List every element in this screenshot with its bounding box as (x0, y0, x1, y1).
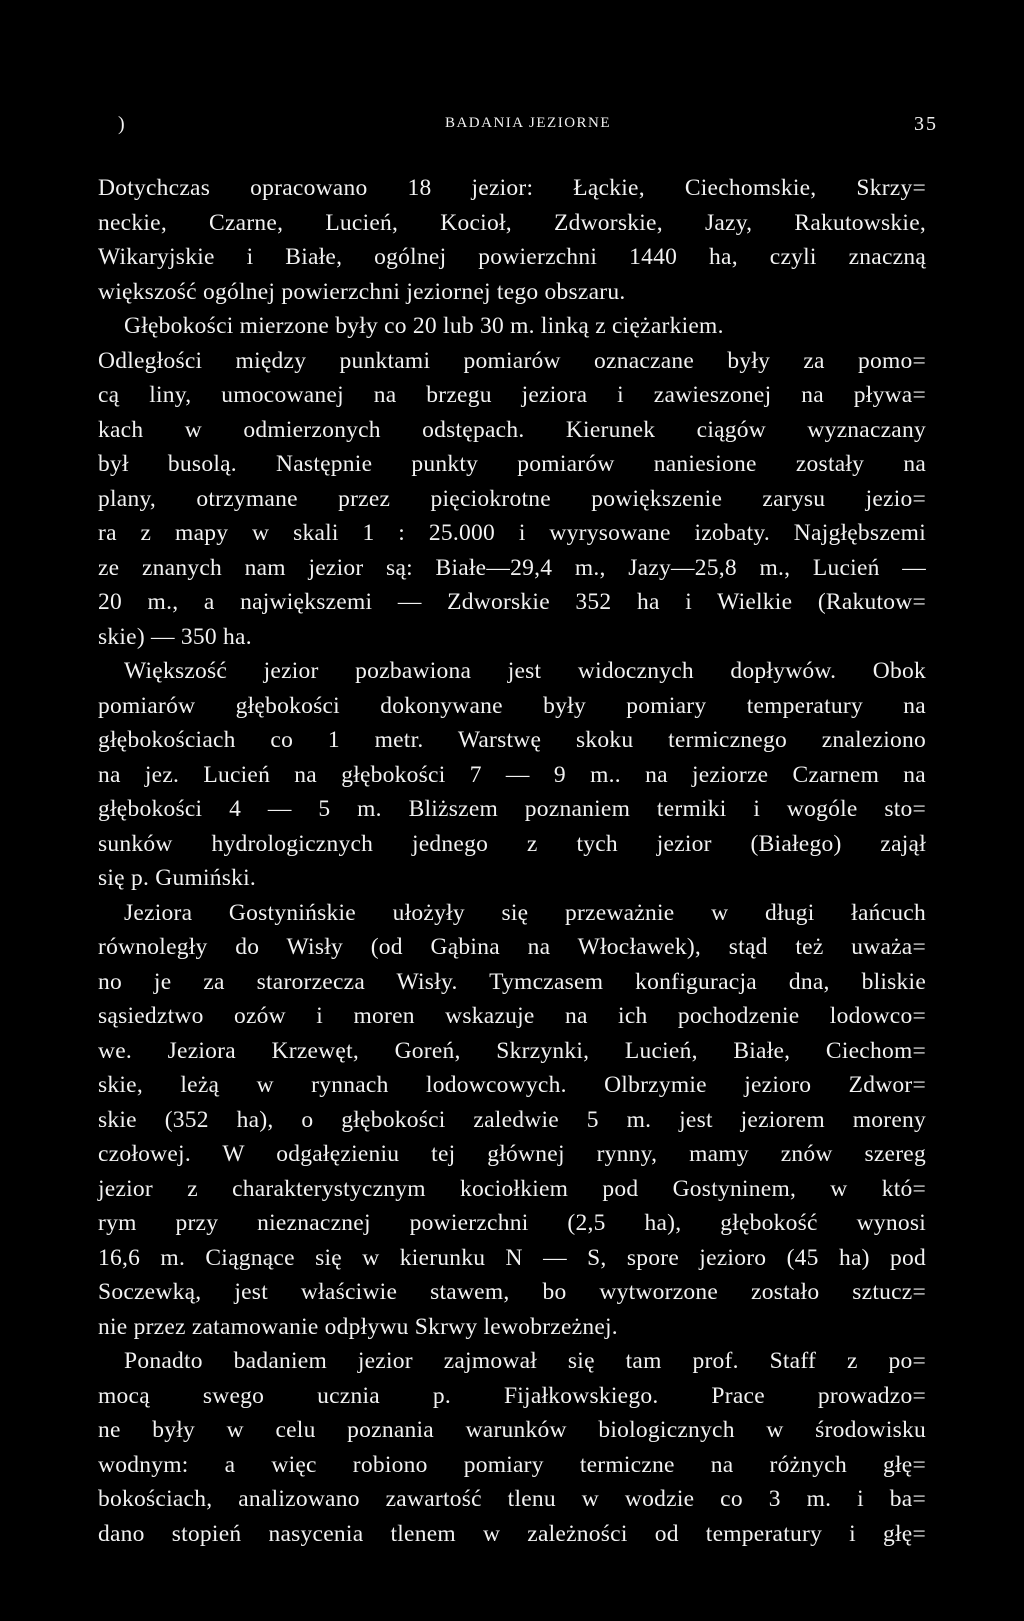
text-line: był busolą. Następnie punkty pomiarów naniesione zostały na (98, 451, 926, 477)
header-mark: ) (118, 113, 126, 135)
text-line: 20 m., a największemi — Zdworskie 352 ha i Wielkie (Rakutow= (98, 589, 926, 615)
text-line: cą liny, umocowanej na brzegu jeziora i zawieszonej na pływa= (98, 382, 926, 408)
text-line: Odległości między punktami pomiarów oznaczane były za pomo= (98, 347, 926, 374)
text-line: sąsiedztwo ozów i moren wskazuje na ich pochodzenie lodowco= (98, 1003, 926, 1029)
text-line: neckie, Czarne, Lucień, Kocioł, Zdworskie, Jazy, Rakutowskie, (98, 209, 926, 236)
page-number: 35 (914, 113, 938, 135)
text-line: Wikaryjskie i Białe, ogólnej powierzchni 1440 ha, czyli znaczną (98, 244, 926, 270)
text-line: głębokości 4 — 5 m. Bliższem poznaniem termiki i wogóle sto= (98, 796, 926, 822)
text-line: no je za starorzecza Wisły. Tymczasem konfiguracja dna, bliskie (98, 968, 926, 995)
text-line: mocą swego ucznia p. Fijałkowskiego. Prace prowadzo= (98, 1382, 926, 1409)
text-line: Głębokości mierzone były co 20 lub 30 m. linką z ciężarkiem. (124, 313, 724, 339)
text-line: Większość jezior pozbawiona jest widocznych dopływów. Obok (124, 658, 926, 684)
text-line: 16,6 m. Ciągnące się w kierunku N — S, spore jezioro (45 ha) pod (98, 1244, 926, 1271)
text-line: się p. Gumiński. (98, 865, 257, 891)
paragraph (98, 654, 926, 896)
text-line: wodnym: a więc robiono pomiary termiczne na różnych głę= (98, 1451, 926, 1478)
paragraph (98, 896, 926, 1345)
text-line: ne były w celu poznania warunków biologicznych w środowisku (98, 1417, 926, 1443)
text-line: równoległy do Wisły (od Gąbina na Włocławek), stąd też uważa= (98, 934, 926, 960)
text-line: głębokościach co 1 metr. Warstwę skoku termicznego znaleziono (98, 727, 926, 753)
text-line: plany, otrzymane przez pięciokrotne powiększenie zarysu jezio= (98, 485, 926, 512)
text-line: jezior z charakterystycznym kociołkiem pod Gostyninem, w któ= (98, 1175, 926, 1202)
text-line: ra z mapy w skali 1 : 25.000 i wyrysowane izobaty. Najgłębszemi (98, 520, 926, 546)
text-line: sunków hydrologicznych jednego z tych jezior (Białego) zajął (98, 830, 926, 857)
text-line: skie (352 ha), o głębokości zaledwie 5 m. jest jeziorem moreny (98, 1106, 926, 1133)
text-line: większość ogólnej powierzchni jeziornej tego obszaru. (98, 278, 626, 305)
text-line: na jez. Lucień na głębokości 7 — 9 m.. na jeziorze Czarnem na (98, 761, 926, 788)
text-line: rym przy nieznacznej powierzchni (2,5 ha), głębokość wynosi (98, 1210, 926, 1236)
text-line: dano stopień nasycenia tlenem w zależności od temperatury i głę= (98, 1520, 926, 1547)
paragraph (98, 1344, 926, 1551)
text-line: Soczewką, jest właściwie stawem, bo wytworzone zostało sztucz= (98, 1279, 926, 1305)
text-line: nie przez zatamowanie odpływu Skrwy lewobrzeżnej. (98, 1313, 618, 1340)
text-line: Dotychczas opracowano 18 jezior: Łąckie, Ciechomskie, Skrzy= (98, 175, 926, 201)
paragraph (98, 171, 926, 654)
text-line: we. Jeziora Krzewęt, Goreń, Skrzynki, Lucień, Białe, Ciechom= (98, 1037, 926, 1064)
text-line: kach w odmierzonych odstępach. Kierunek ciągów wyznaczany (98, 416, 926, 443)
text-line: czołowej. W odgałęzieniu tej głównej rynny, mamy znów szereg (98, 1141, 926, 1167)
text-line: skie) — 350 ha. (98, 623, 252, 650)
text-line: bokościach, analizowano zawartość tlenu w wodzie co 3 m. i ba= (98, 1486, 926, 1512)
running-title: BADANIA JEZIORNE (444, 115, 612, 131)
body-text (98, 171, 926, 1551)
text-line: Jeziora Gostynińskie ułożyły się przeważnie w długi łańcuch (124, 899, 926, 926)
text-line: Ponadto badaniem jezior zajmował się tam prof. Staff z po= (124, 1348, 926, 1374)
text-line: skie, leżą w rynnach lodowcowych. Olbrzymie jezioro Zdwor= (98, 1072, 926, 1098)
text-line: ze znanych nam jezior są: Białe—29,4 m., Jazy—25,8 m., Lucień — (98, 554, 926, 581)
text-line: pomiarów głębokości dokonywane były pomiary temperatury na (98, 692, 926, 719)
running-header (118, 113, 938, 143)
